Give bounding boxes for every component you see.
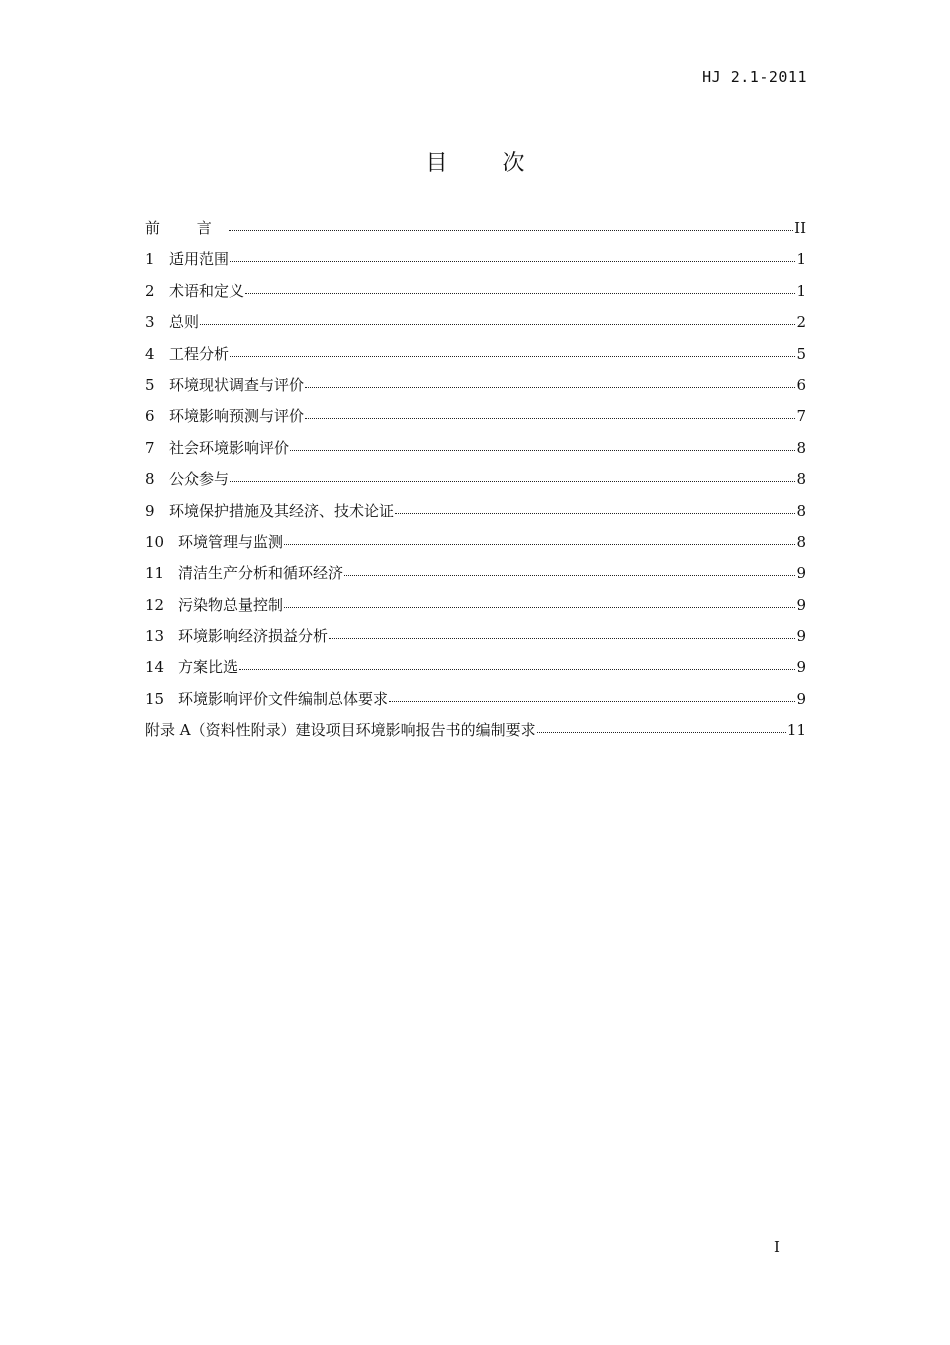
toc-entry-page: 2 [796, 313, 806, 332]
toc-entry-number: 1 [145, 250, 155, 269]
toc-entry-12[interactable] [145, 590, 806, 621]
toc-entry-11[interactable] [145, 558, 806, 589]
toc-entry-page: 11 [786, 721, 806, 740]
toc-leader-dots [329, 626, 795, 639]
toc-entry-2[interactable] [145, 276, 806, 307]
toc-leader-dots [230, 249, 795, 262]
toc-entry-label: 环境管理与监测 [178, 532, 284, 551]
toc-entry-label: 术语和定义 [169, 281, 245, 300]
page-number: I [774, 1238, 780, 1256]
toc-entry-page: 9 [796, 689, 806, 708]
toc-entry-page: 8 [796, 532, 806, 551]
toc-entry-label: 环境保护措施及其经济、技术论证 [169, 501, 395, 520]
toc-entry-label: 清洁生产分析和循环经济 [178, 564, 344, 583]
toc-entry-number: 7 [145, 438, 155, 457]
toc-entry-5[interactable] [145, 370, 806, 401]
toc-leader-dots [284, 532, 795, 545]
toc-entry-number: 9 [145, 501, 155, 520]
toc-leader-dots [537, 720, 786, 733]
toc-entry-page: II [794, 219, 806, 237]
toc-entry-page: 9 [796, 627, 806, 646]
toc-leader-dots [284, 595, 795, 608]
toc-entry-page: 8 [796, 438, 806, 457]
toc-leader-dots [229, 218, 793, 231]
toc-entry-number: 8 [145, 470, 155, 489]
toc-leader-dots [290, 438, 795, 451]
toc-entry-page: 1 [796, 281, 806, 300]
toc-entry-1[interactable] [145, 244, 806, 275]
toc-entry-page: 6 [796, 375, 806, 394]
toc-entry-label: 总则 [169, 313, 200, 332]
toc-entry-label: 前 言 [145, 219, 228, 237]
toc-entry-number: 3 [145, 313, 155, 332]
toc-entry-14[interactable] [145, 652, 806, 683]
toc-leader-dots [389, 689, 795, 702]
toc-entry-number: 11 [145, 564, 165, 583]
toc-leader-dots [230, 344, 795, 357]
toc-entry-number: 10 [145, 532, 165, 551]
toc-entry-number: 13 [145, 627, 165, 646]
toc-title: 目 次 [425, 151, 549, 176]
toc-entry-13[interactable] [145, 621, 806, 652]
toc-entry-page: 8 [796, 470, 806, 489]
toc-entry-label: 工程分析 [169, 344, 230, 363]
toc-entry-preface[interactable] [145, 213, 806, 244]
toc-entry-number: 2 [145, 281, 155, 300]
toc-entry-number: 12 [145, 595, 165, 614]
toc-entry-page: 8 [796, 501, 806, 520]
toc-entry-label: 适用范围 [169, 250, 230, 269]
toc-entry-number: 6 [145, 407, 155, 426]
toc-entry-label: 环境影响预测与评价 [169, 407, 305, 426]
toc-entry-3[interactable] [145, 307, 806, 338]
toc-entry-label: 附录 A（资料性附录）建设项目环境影响报告书的编制要求 [145, 721, 536, 740]
toc-entry-label: 污染物总量控制 [178, 595, 284, 614]
toc-leader-dots [305, 406, 795, 419]
toc-entry-page: 1 [796, 250, 806, 269]
toc-entry-label: 环境现状调查与评价 [169, 375, 305, 394]
toc-leader-dots [230, 469, 795, 482]
toc-entry-number: 5 [145, 375, 155, 394]
toc-entry-label: 社会环境影响评价 [169, 438, 290, 457]
toc-entry-7[interactable] [145, 433, 806, 464]
toc-entry-page: 7 [796, 407, 806, 426]
toc-entry-label: 环境影响评价文件编制总体要求 [178, 689, 389, 708]
toc-entry-page: 9 [796, 595, 806, 614]
toc-entry-6[interactable] [145, 401, 806, 432]
toc-entry-page: 9 [796, 564, 806, 583]
toc-leader-dots [239, 657, 795, 670]
toc-entry-8[interactable] [145, 464, 806, 495]
toc-leader-dots [344, 563, 795, 576]
toc-entry-label: 方案比选 [178, 658, 239, 677]
table-of-contents [145, 213, 806, 747]
toc-entry-number: 4 [145, 344, 155, 363]
toc-entry-number: 15 [145, 689, 165, 708]
toc-entry-appendix-a[interactable] [145, 715, 806, 746]
toc-entry-page: 9 [796, 658, 806, 677]
document-code: HJ 2.1-2011 [702, 68, 807, 86]
toc-leader-dots [200, 312, 795, 325]
toc-entry-4[interactable] [145, 339, 806, 370]
toc-entry-10[interactable] [145, 527, 806, 558]
toc-leader-dots [395, 501, 795, 514]
toc-entry-15[interactable] [145, 684, 806, 715]
toc-entry-label: 公众参与 [169, 470, 230, 489]
toc-entry-label: 环境影响经济损益分析 [178, 627, 329, 646]
toc-entry-number: 14 [145, 658, 165, 677]
toc-entry-9[interactable] [145, 496, 806, 527]
toc-leader-dots [245, 281, 795, 294]
toc-leader-dots [305, 375, 795, 388]
toc-entry-page: 5 [796, 344, 806, 363]
